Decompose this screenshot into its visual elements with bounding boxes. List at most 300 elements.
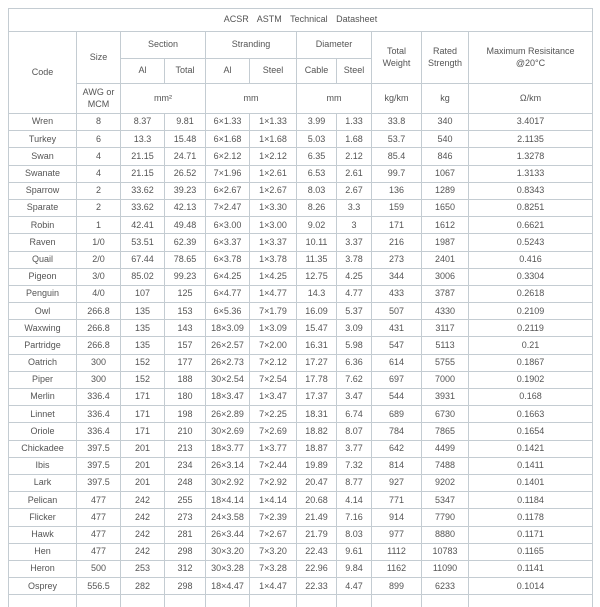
cell-weight: 1162 — [372, 560, 422, 577]
table-row — [9, 165, 593, 182]
cell-code: Quail — [9, 251, 77, 268]
cell-weight: 814 — [372, 457, 422, 474]
cell-stranding-steel: 7×2.25 — [250, 406, 297, 423]
unit-section: mm² — [121, 84, 206, 114]
cell-stranding-steel: 7×2.44 — [250, 457, 297, 474]
cell-code: Lark — [9, 474, 77, 491]
cell-weight: 159 — [372, 199, 422, 216]
cell-section-total: 99.23 — [165, 268, 206, 285]
cell-stranding-steel: 1×3.78 — [250, 251, 297, 268]
cell-resistance: 0.168 — [469, 389, 593, 406]
table-row — [9, 217, 593, 234]
cell-weight: 431 — [372, 320, 422, 337]
cell-diameter-steel: 3.3 — [337, 199, 372, 216]
cell-section-total: 298 — [165, 543, 206, 560]
cell-diameter-steel: 1.33 — [337, 114, 372, 131]
cell-weight: 544 — [372, 389, 422, 406]
cell-diameter-cable: 19.89 — [297, 457, 337, 474]
cell-diameter-cable: 18.31 — [297, 406, 337, 423]
cell-diameter-cable: 6.53 — [297, 165, 337, 182]
cell-resistance: 0.2618 — [469, 285, 593, 302]
table-row — [9, 440, 593, 457]
cell-weight: 53.7 — [372, 131, 422, 148]
cell-resistance: 0.1184 — [469, 492, 593, 509]
cell-section-al: 8.37 — [121, 114, 165, 131]
cell-section-al: 253 — [121, 560, 165, 577]
table-row — [9, 389, 593, 406]
cell-code: Piper — [9, 371, 77, 388]
cell-weight: 642 — [372, 440, 422, 457]
cell-size: 556.5 — [77, 578, 121, 595]
cell-diameter-cable: 14.3 — [297, 285, 337, 302]
cell-stranding-steel: 7×2.54 — [250, 371, 297, 388]
col-header-total-weight: Total Weight — [372, 32, 422, 84]
cell-weight: 33.8 — [372, 114, 422, 131]
cell-stranding-al: 18×3.47 — [206, 389, 250, 406]
cell-empty — [372, 595, 422, 607]
table-row — [9, 492, 593, 509]
cell-diameter-steel: 7.16 — [337, 509, 372, 526]
cell-stranding-steel: 7×2.69 — [250, 423, 297, 440]
cell-code: Merlin — [9, 389, 77, 406]
cell-weight: 771 — [372, 492, 422, 509]
cell-strength: 1289 — [422, 182, 469, 199]
cell-code: Penguin — [9, 285, 77, 302]
cell-resistance: 0.1165 — [469, 543, 593, 560]
cell-empty — [250, 595, 297, 607]
table-row — [9, 131, 593, 148]
cell-strength: 3787 — [422, 285, 469, 302]
cell-diameter-steel: 9.84 — [337, 560, 372, 577]
cell-stranding-steel: 7×1.79 — [250, 303, 297, 320]
cell-section-total: 177 — [165, 354, 206, 371]
table-row — [9, 268, 593, 285]
cell-strength: 7790 — [422, 509, 469, 526]
cell-diameter-cable: 20.68 — [297, 492, 337, 509]
cell-section-total: 213 — [165, 440, 206, 457]
table-row — [9, 234, 593, 251]
cell-diameter-steel: 7.62 — [337, 371, 372, 388]
cell-diameter-cable: 18.82 — [297, 423, 337, 440]
cell-diameter-cable: 16.09 — [297, 303, 337, 320]
cell-weight: 216 — [372, 234, 422, 251]
cell-diameter-cable: 8.03 — [297, 182, 337, 199]
cell-size: 300 — [77, 371, 121, 388]
table-row — [9, 182, 593, 199]
cell-section-al: 201 — [121, 440, 165, 457]
cell-code: Robin — [9, 217, 77, 234]
cell-strength: 5113 — [422, 337, 469, 354]
cell-section-al: 67.44 — [121, 251, 165, 268]
cell-section-total: 298 — [165, 578, 206, 595]
cell-strength: 5347 — [422, 492, 469, 509]
cell-resistance: 0.1867 — [469, 354, 593, 371]
cell-weight: 914 — [372, 509, 422, 526]
cell-stranding-al: 18×4.47 — [206, 578, 250, 595]
cell-strength: 1612 — [422, 217, 469, 234]
cell-diameter-steel: 2.67 — [337, 182, 372, 199]
cell-section-total: 143 — [165, 320, 206, 337]
cell-section-al: 33.62 — [121, 182, 165, 199]
cell-strength: 1650 — [422, 199, 469, 216]
table-row — [9, 474, 593, 491]
cell-resistance: 1.3278 — [469, 148, 593, 165]
cell-size: 397.5 — [77, 440, 121, 457]
cell-strength: 3006 — [422, 268, 469, 285]
cell-stranding-steel: 1×3.30 — [250, 199, 297, 216]
cell-size: 1/0 — [77, 234, 121, 251]
cell-strength: 3931 — [422, 389, 469, 406]
header-row-units — [9, 84, 593, 114]
cell-stranding-steel: 7×2.92 — [250, 474, 297, 491]
cell-weight: 85.4 — [372, 148, 422, 165]
cell-diameter-steel: 6.74 — [337, 406, 372, 423]
cell-diameter-cable: 6.35 — [297, 148, 337, 165]
cell-stranding-steel: 1×3.00 — [250, 217, 297, 234]
cell-size: 336.4 — [77, 406, 121, 423]
col-header-section-total: Total — [165, 59, 206, 84]
cell-resistance: 0.8343 — [469, 182, 593, 199]
cell-section-al: 242 — [121, 492, 165, 509]
table-row — [9, 406, 593, 423]
cell-stranding-steel: 1×1.33 — [250, 114, 297, 131]
col-header-rated-strength: Rated Strength — [422, 32, 469, 84]
cell-size: 500 — [77, 560, 121, 577]
cell-stranding-steel: 7×2.39 — [250, 509, 297, 526]
cell-size: 336.4 — [77, 423, 121, 440]
cell-strength: 540 — [422, 131, 469, 148]
cell-code: Swanate — [9, 165, 77, 182]
cell-size: 477 — [77, 543, 121, 560]
cell-section-al: 201 — [121, 457, 165, 474]
cell-diameter-steel: 4.47 — [337, 578, 372, 595]
col-group-diameter: Diameter — [297, 32, 372, 59]
cell-stranding-steel: 1×3.37 — [250, 234, 297, 251]
cell-resistance: 0.1401 — [469, 474, 593, 491]
cell-weight: 344 — [372, 268, 422, 285]
cell-section-total: 157 — [165, 337, 206, 354]
cell-resistance: 0.1141 — [469, 560, 593, 577]
col-header-diameter-cable: Cable — [297, 59, 337, 84]
cell-resistance: 0.1421 — [469, 440, 593, 457]
cell-diameter-cable: 21.79 — [297, 526, 337, 543]
cell-size: 397.5 — [77, 457, 121, 474]
cell-resistance: 0.6621 — [469, 217, 593, 234]
cell-strength: 7865 — [422, 423, 469, 440]
cell-diameter-steel: 3.37 — [337, 234, 372, 251]
table-row — [9, 320, 593, 337]
cell-section-total: 49.48 — [165, 217, 206, 234]
cell-code: Sparrow — [9, 182, 77, 199]
cell-empty — [165, 595, 206, 607]
cell-resistance: 0.1902 — [469, 371, 593, 388]
cell-section-total: 248 — [165, 474, 206, 491]
cell-diameter-steel: 4.25 — [337, 268, 372, 285]
cell-empty — [337, 595, 372, 607]
cell-section-total: 153 — [165, 303, 206, 320]
cell-strength: 3117 — [422, 320, 469, 337]
cell-resistance: 0.8251 — [469, 199, 593, 216]
cell-code: Swan — [9, 148, 77, 165]
cell-section-total: 180 — [165, 389, 206, 406]
cell-stranding-al: 6×3.37 — [206, 234, 250, 251]
cell-strength: 7488 — [422, 457, 469, 474]
table-row — [9, 423, 593, 440]
cell-stranding-steel: 1×2.12 — [250, 148, 297, 165]
table-row — [9, 337, 593, 354]
cell-stranding-al: 26×2.89 — [206, 406, 250, 423]
table-row — [9, 199, 593, 216]
cell-stranding-steel: 1×3.47 — [250, 389, 297, 406]
cell-stranding-steel: 1×4.47 — [250, 578, 297, 595]
cell-stranding-al: 18×3.77 — [206, 440, 250, 457]
cell-stranding-steel: 1×4.77 — [250, 285, 297, 302]
header-row-groups — [9, 32, 593, 59]
cell-stranding-al: 30×2.92 — [206, 474, 250, 491]
cell-strength: 6233 — [422, 578, 469, 595]
table-row — [9, 371, 593, 388]
cell-diameter-steel: 8.03 — [337, 526, 372, 543]
table-row — [9, 543, 593, 560]
cell-size: 477 — [77, 526, 121, 543]
cell-diameter-steel: 3.47 — [337, 389, 372, 406]
cell-strength: 5755 — [422, 354, 469, 371]
cell-diameter-cable: 10.11 — [297, 234, 337, 251]
cell-section-total: 62.39 — [165, 234, 206, 251]
cell-stranding-al: 6×2.12 — [206, 148, 250, 165]
cell-section-total: 78.65 — [165, 251, 206, 268]
cell-code: Turkey — [9, 131, 77, 148]
cell-size: 4/0 — [77, 285, 121, 302]
cell-strength: 6730 — [422, 406, 469, 423]
cell-stranding-al: 26×3.44 — [206, 526, 250, 543]
table-row — [9, 509, 593, 526]
cell-weight: 927 — [372, 474, 422, 491]
cell-stranding-al: 18×3.09 — [206, 320, 250, 337]
cell-code: Wren — [9, 114, 77, 131]
cell-stranding-al: 26×2.57 — [206, 337, 250, 354]
table-row — [9, 560, 593, 577]
cell-stranding-al: 30×2.69 — [206, 423, 250, 440]
cell-size: 1 — [77, 217, 121, 234]
cell-code: Oriole — [9, 423, 77, 440]
cell-diameter-steel: 3.09 — [337, 320, 372, 337]
cell-code: Hawk — [9, 526, 77, 543]
cell-stranding-al: 18×4.14 — [206, 492, 250, 509]
cell-diameter-cable: 20.47 — [297, 474, 337, 491]
cell-weight: 547 — [372, 337, 422, 354]
cell-section-al: 135 — [121, 303, 165, 320]
cell-section-total: 15.48 — [165, 131, 206, 148]
cell-stranding-al: 30×2.54 — [206, 371, 250, 388]
cell-stranding-al: 6×4.25 — [206, 268, 250, 285]
cell-size: 4 — [77, 165, 121, 182]
cell-strength: 11090 — [422, 560, 469, 577]
cell-section-al: 242 — [121, 526, 165, 543]
cell-section-al: 171 — [121, 423, 165, 440]
table-header — [9, 9, 593, 114]
cell-section-total: 255 — [165, 492, 206, 509]
cell-code: Hen — [9, 543, 77, 560]
cell-stranding-steel: 1×4.25 — [250, 268, 297, 285]
cell-strength: 9202 — [422, 474, 469, 491]
cell-code: Heron — [9, 560, 77, 577]
cell-resistance: 0.416 — [469, 251, 593, 268]
cell-code: Oatrich — [9, 354, 77, 371]
cell-empty — [422, 595, 469, 607]
cell-empty — [9, 595, 77, 607]
cell-diameter-cable: 22.43 — [297, 543, 337, 560]
cell-code: Pelican — [9, 492, 77, 509]
cell-stranding-steel: 7×2.12 — [250, 354, 297, 371]
table-row — [9, 285, 593, 302]
cell-section-total: 281 — [165, 526, 206, 543]
cell-code: Ibis — [9, 457, 77, 474]
cell-resistance: 0.3304 — [469, 268, 593, 285]
cell-size: 2/0 — [77, 251, 121, 268]
cell-section-al: 171 — [121, 406, 165, 423]
cell-code: Linnet — [9, 406, 77, 423]
cell-diameter-steel: 3.77 — [337, 440, 372, 457]
max-resistance-condition: @20°C — [515, 57, 546, 68]
cell-diameter-steel: 8.07 — [337, 423, 372, 440]
cell-diameter-cable: 17.27 — [297, 354, 337, 371]
cell-section-al: 282 — [121, 578, 165, 595]
cell-strength: 10783 — [422, 543, 469, 560]
cell-resistance: 2.1135 — [469, 131, 593, 148]
cell-stranding-steel: 7×2.00 — [250, 337, 297, 354]
cell-code: Chickadee — [9, 440, 77, 457]
table-row — [9, 148, 593, 165]
table-row — [9, 354, 593, 371]
cell-code: Waxwing — [9, 320, 77, 337]
cell-size: 2 — [77, 199, 121, 216]
page-title: ACSR ASTM Technical Datasheet — [9, 9, 593, 32]
cell-empty — [121, 595, 165, 607]
cell-strength: 1987 — [422, 234, 469, 251]
col-header-diameter-steel: Steel — [337, 59, 372, 84]
unit-weight: kg/km — [372, 84, 422, 114]
table-row — [9, 251, 593, 268]
cell-stranding-al: 30×3.20 — [206, 543, 250, 560]
cell-diameter-steel: 5.37 — [337, 303, 372, 320]
cell-strength: 4330 — [422, 303, 469, 320]
cell-stranding-steel: 1×3.77 — [250, 440, 297, 457]
cell-code: Osprey — [9, 578, 77, 595]
cell-size: 397.5 — [77, 474, 121, 491]
cell-stranding-al: 7×1.96 — [206, 165, 250, 182]
cell-size: 336.4 — [77, 389, 121, 406]
cell-stranding-al: 7×2.47 — [206, 199, 250, 216]
cell-weight: 433 — [372, 285, 422, 302]
cell-section-al: 53.51 — [121, 234, 165, 251]
cell-resistance: 0.21 — [469, 337, 593, 354]
cell-strength: 846 — [422, 148, 469, 165]
cell-size: 266.8 — [77, 320, 121, 337]
cell-strength: 340 — [422, 114, 469, 131]
cell-stranding-al: 26×2.73 — [206, 354, 250, 371]
cell-section-al: 135 — [121, 337, 165, 354]
cell-diameter-cable: 22.33 — [297, 578, 337, 595]
cell-resistance: 0.1171 — [469, 526, 593, 543]
cell-diameter-cable: 3.99 — [297, 114, 337, 131]
col-header-max-resistance — [469, 32, 593, 84]
cell-diameter-steel: 2.61 — [337, 165, 372, 182]
col-header-code: Code — [9, 32, 77, 114]
cell-diameter-steel: 2.12 — [337, 148, 372, 165]
table-body — [9, 114, 593, 607]
col-group-stranding: Stranding — [206, 32, 297, 59]
unit-resistance: Ω/km — [469, 84, 593, 114]
table-row — [9, 578, 593, 595]
cell-diameter-steel: 1.68 — [337, 131, 372, 148]
cell-weight: 689 — [372, 406, 422, 423]
cell-weight: 136 — [372, 182, 422, 199]
cell-weight: 784 — [372, 423, 422, 440]
cell-stranding-steel: 1×2.61 — [250, 165, 297, 182]
cell-code: Raven — [9, 234, 77, 251]
cell-stranding-al: 6×2.67 — [206, 182, 250, 199]
cell-strength: 1067 — [422, 165, 469, 182]
cell-strength: 2401 — [422, 251, 469, 268]
cell-empty — [206, 595, 250, 607]
cell-weight: 507 — [372, 303, 422, 320]
title-row — [9, 9, 593, 32]
col-header-stranding-steel: Steel — [250, 59, 297, 84]
unit-strength: kg — [422, 84, 469, 114]
cell-code: Pigeon — [9, 268, 77, 285]
cell-weight: 697 — [372, 371, 422, 388]
cell-diameter-cable: 12.75 — [297, 268, 337, 285]
cell-diameter-steel: 6.36 — [337, 354, 372, 371]
cell-size: 477 — [77, 492, 121, 509]
cell-section-al: 85.02 — [121, 268, 165, 285]
cell-stranding-al: 6×4.77 — [206, 285, 250, 302]
cell-stranding-al: 30×3.28 — [206, 560, 250, 577]
cell-stranding-steel: 1×4.14 — [250, 492, 297, 509]
cell-resistance: 3.4017 — [469, 114, 593, 131]
table-row — [9, 457, 593, 474]
cell-section-total: 234 — [165, 457, 206, 474]
cell-stranding-al: 6×5.36 — [206, 303, 250, 320]
cell-stranding-steel: 1×3.09 — [250, 320, 297, 337]
cell-stranding-al: 26×3.14 — [206, 457, 250, 474]
cell-size: 477 — [77, 509, 121, 526]
table-row-cutoff — [9, 595, 593, 607]
cell-section-al: 107 — [121, 285, 165, 302]
cell-weight: 171 — [372, 217, 422, 234]
cell-section-total: 210 — [165, 423, 206, 440]
cell-stranding-steel: 7×2.67 — [250, 526, 297, 543]
cell-weight: 899 — [372, 578, 422, 595]
max-resistance-label: Maximum Resisitance — [486, 46, 575, 57]
cell-section-al: 201 — [121, 474, 165, 491]
cell-stranding-steel: 1×2.67 — [250, 182, 297, 199]
cell-diameter-cable: 8.26 — [297, 199, 337, 216]
table-row — [9, 303, 593, 320]
cell-section-total: 188 — [165, 371, 206, 388]
cell-section-total: 312 — [165, 560, 206, 577]
cell-weight: 614 — [372, 354, 422, 371]
cell-empty — [297, 595, 337, 607]
cell-resistance: 0.2109 — [469, 303, 593, 320]
col-header-section-al: Al — [121, 59, 165, 84]
cell-size: 300 — [77, 354, 121, 371]
cell-section-total: 9.81 — [165, 114, 206, 131]
acsr-datasheet-table — [8, 8, 593, 607]
unit-size: AWG or MCM — [77, 84, 121, 114]
cell-diameter-cable: 17.78 — [297, 371, 337, 388]
